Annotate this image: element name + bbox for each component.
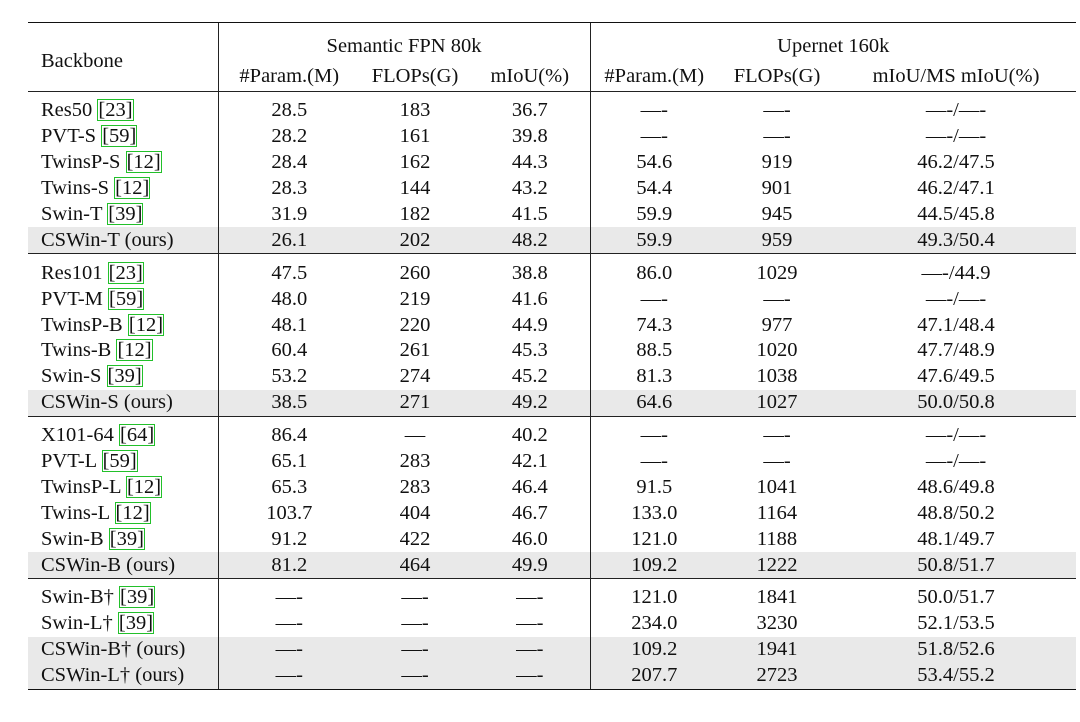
cell-flops-fpn: —- xyxy=(360,637,470,663)
cell-miou-fpn: 40.2 xyxy=(470,416,590,448)
table-row xyxy=(28,286,1076,312)
cell-flops-fpn: 261 xyxy=(399,339,431,362)
header-backbone: Backbone xyxy=(28,23,218,92)
backbone-name: CSWin-B (ours) xyxy=(41,553,176,576)
cell-flops-upernet: —- xyxy=(763,125,791,148)
cell-miou-fpn: 46.0 xyxy=(511,527,548,550)
table-row xyxy=(28,449,1076,475)
citation-number: 23 xyxy=(105,99,126,122)
backbone-cell xyxy=(28,338,218,364)
cell-miou-ms-upernet: 46.2/47.1 xyxy=(917,177,995,200)
backbone-cell xyxy=(28,663,218,689)
table-row xyxy=(28,202,1076,228)
backbone-name: TwinsP-B xyxy=(41,313,123,336)
cell-miou-fpn: 39.8 xyxy=(511,125,548,148)
citation-number: 12 xyxy=(133,475,155,498)
cell-param-fpn: 81.2 xyxy=(218,552,360,578)
cell-flops-upernet: 1027 xyxy=(718,390,836,416)
table-row xyxy=(28,124,1076,150)
citation-link[interactable]: [59] xyxy=(102,125,137,148)
backbone-name: PVT-L xyxy=(41,450,97,473)
table-row xyxy=(28,611,1076,637)
backbone-cell xyxy=(28,611,218,637)
cell-miou-fpn: 41.5 xyxy=(511,203,548,225)
cell-miou-ms-upernet: 47.6/49.5 xyxy=(917,365,995,388)
backbone-cell xyxy=(28,390,218,416)
cell-miou-fpn: 49.2 xyxy=(470,390,590,416)
citation-number: 39 xyxy=(114,365,135,388)
cell-flops-fpn: 202 xyxy=(360,227,470,253)
cell-miou-ms-upernet: 47.7/48.9 xyxy=(917,339,995,362)
citation-number: 12 xyxy=(133,151,154,174)
cell-miou-fpn: —- xyxy=(470,637,590,663)
cell-flops-fpn: 283 xyxy=(399,475,431,498)
citation-link[interactable]: [39] xyxy=(118,612,154,635)
citation-number: 12 xyxy=(122,177,143,200)
cell-param-upernet: 54.4 xyxy=(590,176,718,202)
table-row xyxy=(28,150,1076,176)
cell-flops-fpn: 144 xyxy=(399,177,431,200)
cell-miou-ms-upernet: 46.2/47.5 xyxy=(917,151,995,174)
citation-link[interactable]: [12] xyxy=(115,177,150,200)
backbone-name: Res101 xyxy=(41,261,103,284)
backbone-cell xyxy=(28,416,218,448)
backbone-name: Twins-S xyxy=(41,177,110,200)
cell-miou-ms-upernet: —-/—- xyxy=(836,92,1076,124)
cell-param-fpn: 47.5 xyxy=(218,254,360,286)
cell-param-upernet: 74.3 xyxy=(590,312,718,338)
cell-flops-fpn: 220 xyxy=(399,313,431,336)
citation-link[interactable]: [12] xyxy=(128,313,164,336)
cell-miou-fpn: 38.8 xyxy=(470,254,590,286)
citation-number: 23 xyxy=(115,261,136,284)
cell-flops-fpn: 464 xyxy=(360,552,470,578)
backbone-name: CSWin-S (ours) xyxy=(41,391,173,414)
citation-number: 39 xyxy=(125,612,147,635)
table-row xyxy=(28,500,1076,526)
citation-number: 39 xyxy=(116,527,138,550)
citation-number: 64 xyxy=(126,424,148,447)
backbone-cell xyxy=(28,449,218,475)
cell-miou-fpn: 44.3 xyxy=(511,151,548,174)
backbone-cell xyxy=(28,227,218,253)
citation-number: 12 xyxy=(124,339,145,362)
cell-param-upernet: —- xyxy=(590,124,718,150)
cell-miou-ms-upernet: 44.5/45.8 xyxy=(917,203,995,225)
cell-miou-ms-upernet: 53.4/55.2 xyxy=(836,663,1076,689)
cell-flops-fpn: 162 xyxy=(399,151,431,174)
cell-miou-fpn: 45.3 xyxy=(511,339,548,362)
cell-param-upernet: 54.6 xyxy=(590,150,718,176)
cell-param-fpn: 86.4 xyxy=(218,416,360,448)
header-col-miou-fpn: mIoU(%) xyxy=(490,64,570,87)
cell-param-fpn: 53.2 xyxy=(218,364,360,390)
citation-number: 12 xyxy=(122,501,143,524)
cell-miou-ms-upernet: 48.1/49.7 xyxy=(917,527,995,550)
cell-miou-fpn: —- xyxy=(470,663,590,689)
cell-miou-fpn: 49.9 xyxy=(470,552,590,578)
cell-miou-ms-upernet: 51.8/52.6 xyxy=(836,637,1076,663)
backbone-cell xyxy=(28,312,218,338)
cell-param-upernet: 207.7 xyxy=(590,663,718,689)
cell-param-upernet: 86.0 xyxy=(590,254,718,286)
citation-link[interactable]: [39] xyxy=(107,365,142,388)
cell-miou-ms-upernet: 52.1/53.5 xyxy=(917,612,995,635)
backbone-cell xyxy=(28,176,218,202)
citation-number: 59 xyxy=(109,450,130,473)
cell-param-upernet: 121.0 xyxy=(590,526,718,552)
cell-miou-ms-upernet: —-/—- xyxy=(925,450,987,473)
backbone-name: Twins-L xyxy=(41,501,110,524)
cell-miou-fpn: 46.4 xyxy=(511,475,548,498)
backbone-cell xyxy=(28,526,218,552)
cell-miou-fpn: 44.9 xyxy=(511,313,548,336)
citation-link[interactable]: [39] xyxy=(120,586,155,609)
cell-miou-fpn: 36.7 xyxy=(470,92,590,124)
backbone-name: CSWin-T (ours) xyxy=(41,228,174,251)
cell-miou-ms-upernet: 50.0/51.7 xyxy=(836,579,1076,611)
cell-param-fpn: 65.3 xyxy=(218,474,360,500)
header-row-groups xyxy=(28,23,1076,62)
backbone-cell xyxy=(28,364,218,390)
citation-link[interactable]: [12] xyxy=(126,151,161,174)
backbone-name: Swin-B† xyxy=(41,586,114,609)
table-row xyxy=(28,364,1076,390)
backbone-name: X101-64 xyxy=(41,424,114,447)
cell-param-fpn: 60.4 xyxy=(218,338,360,364)
cell-param-fpn: 28.5 xyxy=(218,92,360,124)
cell-miou-ms-upernet: 50.0/50.8 xyxy=(836,390,1076,416)
citation-link[interactable]: [23] xyxy=(108,261,143,284)
table-row xyxy=(28,254,1076,286)
cell-miou-fpn: 41.6 xyxy=(511,287,548,310)
cell-flops-upernet: —- xyxy=(718,92,836,124)
cell-flops-upernet: 1188 xyxy=(756,527,798,550)
cell-miou-fpn: —- xyxy=(516,612,544,635)
cell-param-upernet: 121.0 xyxy=(590,579,718,611)
cell-flops-fpn: 182 xyxy=(399,203,431,225)
backbone-cell xyxy=(28,474,218,500)
backbone-cell xyxy=(28,254,218,286)
table-row xyxy=(28,176,1076,202)
cell-param-upernet: 109.2 xyxy=(590,637,718,663)
backbone-name: TwinsP-S xyxy=(41,151,121,174)
citation-link[interactable]: [23] xyxy=(98,99,133,122)
table-row xyxy=(28,637,1076,663)
cell-param-fpn: 28.4 xyxy=(218,150,360,176)
backbone-name: TwinsP-L xyxy=(41,475,121,498)
citation-link[interactable]: [59] xyxy=(109,287,144,310)
cell-param-fpn: 38.5 xyxy=(218,390,360,416)
citation-link[interactable]: [39] xyxy=(109,527,144,550)
cell-flops-upernet: —- xyxy=(763,287,791,310)
cell-param-upernet: —- xyxy=(590,92,718,124)
citation-number: 39 xyxy=(126,586,148,609)
backbone-cell xyxy=(28,579,218,611)
cell-flops-fpn: 271 xyxy=(360,390,470,416)
cell-flops-upernet: 2723 xyxy=(718,663,836,689)
cell-param-upernet: —- xyxy=(590,449,718,475)
cell-flops-fpn: 274 xyxy=(399,365,431,388)
backbone-name: PVT-S xyxy=(41,125,97,148)
backbone-cell xyxy=(28,637,218,663)
citation-number: 59 xyxy=(115,287,137,310)
backbone-cell xyxy=(28,286,218,312)
header-col-miou-ms-upernet: mIoU/MS mIoU(%) xyxy=(872,64,1040,87)
table-row xyxy=(28,390,1076,416)
cell-flops-upernet: 1222 xyxy=(718,552,836,578)
cell-miou-ms-upernet: —-/—- xyxy=(925,125,987,148)
cell-param-upernet: 88.5 xyxy=(590,338,718,364)
cell-flops-upernet: 945 xyxy=(761,203,793,225)
cell-param-fpn: —- xyxy=(218,611,360,637)
cell-miou-fpn: 48.2 xyxy=(470,227,590,253)
cell-miou-ms-upernet: 50.8/51.7 xyxy=(836,552,1076,578)
cell-flops-upernet: 1041 xyxy=(756,475,798,498)
header-col-param-fpn: #Param.(M) xyxy=(218,61,360,92)
backbone-cell xyxy=(28,124,218,150)
backbone-name: Swin-L† xyxy=(41,612,113,635)
results-table xyxy=(28,22,1076,690)
table-row xyxy=(28,338,1076,364)
cell-flops-fpn: —- xyxy=(360,579,470,611)
cell-param-fpn: 28.3 xyxy=(218,176,360,202)
cell-flops-upernet: 1038 xyxy=(756,365,798,388)
cell-param-upernet: 234.0 xyxy=(590,611,718,637)
cell-param-fpn: 65.1 xyxy=(218,449,360,475)
cell-flops-upernet: 919 xyxy=(761,151,793,174)
cell-param-upernet: 81.3 xyxy=(590,364,718,390)
table-row xyxy=(28,312,1076,338)
backbone-cell xyxy=(28,92,218,124)
cell-flops-upernet: 1941 xyxy=(718,637,836,663)
header-upernet: Upernet 160k xyxy=(590,23,1076,62)
cell-flops-upernet: —- xyxy=(763,450,791,473)
cell-param-fpn: 91.2 xyxy=(218,526,360,552)
cell-flops-fpn: 183 xyxy=(360,92,470,124)
citation-link[interactable]: [64] xyxy=(120,424,155,447)
backbone-cell xyxy=(28,150,218,176)
backbone-name: Swin-B xyxy=(41,527,104,550)
cell-param-fpn: 28.2 xyxy=(218,124,360,150)
cell-flops-upernet: 901 xyxy=(761,177,793,200)
header-semantic-fpn: Semantic FPN 80k xyxy=(218,23,590,62)
cell-flops-upernet: 1841 xyxy=(718,579,836,611)
table-row xyxy=(28,552,1076,578)
cell-flops-upernet: 1029 xyxy=(718,254,836,286)
cell-param-fpn: 26.1 xyxy=(218,227,360,253)
citation-link[interactable]: [59] xyxy=(102,450,137,473)
cell-miou-ms-upernet: 49.3/50.4 xyxy=(836,227,1076,253)
header-col-param-upernet: #Param.(M) xyxy=(590,61,718,92)
cell-miou-ms-upernet: —-/—- xyxy=(836,416,1076,448)
cell-flops-fpn: — xyxy=(360,416,470,448)
backbone-cell xyxy=(28,202,218,228)
table-row xyxy=(28,416,1076,448)
citation-number: 59 xyxy=(109,125,130,148)
cell-miou-fpn: 42.1 xyxy=(511,450,548,473)
cell-param-fpn: —- xyxy=(218,663,360,689)
cell-flops-upernet: 1164 xyxy=(756,501,798,524)
citation-link[interactable]: [12] xyxy=(126,475,162,498)
header-col-flops-upernet: FLOPs(G) xyxy=(733,64,821,87)
header-col-flops-fpn: FLOPs(G) xyxy=(371,64,459,87)
backbone-name: CSWin-L† (ours) xyxy=(41,664,185,687)
cell-param-upernet: 59.9 xyxy=(590,227,718,253)
cell-miou-fpn: 45.2 xyxy=(511,365,548,388)
citation-link[interactable]: [12] xyxy=(115,501,150,524)
cell-miou-ms-upernet: 48.6/49.8 xyxy=(917,475,995,498)
cell-miou-ms-upernet: —-/—- xyxy=(925,287,987,310)
cell-flops-upernet: 1020 xyxy=(756,339,798,362)
table-row xyxy=(28,474,1076,500)
table-row xyxy=(28,526,1076,552)
backbone-name: CSWin-B† (ours) xyxy=(41,638,186,661)
table-row xyxy=(28,579,1076,611)
cell-flops-fpn: 422 xyxy=(399,527,431,550)
cell-miou-fpn: 43.2 xyxy=(511,177,548,200)
cell-miou-ms-upernet: 47.1/48.4 xyxy=(917,313,995,336)
backbone-cell xyxy=(28,552,218,578)
table-row xyxy=(28,92,1076,124)
cell-flops-fpn: 260 xyxy=(360,254,470,286)
cell-miou-ms-upernet: 48.8/50.2 xyxy=(917,501,995,524)
cell-flops-upernet: 3230 xyxy=(756,612,798,635)
cell-flops-fpn: —- xyxy=(401,612,429,635)
cell-param-upernet: —- xyxy=(590,286,718,312)
backbone-name: Res50 xyxy=(41,99,93,122)
cell-flops-fpn: 161 xyxy=(399,125,431,148)
table-row xyxy=(28,663,1076,689)
backbone-name: PVT-M xyxy=(41,287,103,310)
cell-param-fpn: 48.0 xyxy=(218,286,360,312)
cell-flops-fpn: 283 xyxy=(399,450,431,473)
cell-param-upernet: 64.6 xyxy=(590,390,718,416)
backbone-name: Twins-B xyxy=(41,339,112,362)
cell-param-upernet: —- xyxy=(590,416,718,448)
cell-param-upernet: 59.9 xyxy=(590,202,718,228)
cell-flops-fpn: 219 xyxy=(399,287,431,310)
cell-miou-fpn: —- xyxy=(470,579,590,611)
citation-number: 12 xyxy=(135,313,157,336)
cell-param-fpn: 48.1 xyxy=(218,312,360,338)
cell-param-upernet: 133.0 xyxy=(590,500,718,526)
citation-link[interactable]: [39] xyxy=(108,203,143,225)
backbone-cell xyxy=(28,500,218,526)
cell-param-fpn: —- xyxy=(218,637,360,663)
citation-link[interactable]: [12] xyxy=(117,339,152,362)
cell-param-fpn: 103.7 xyxy=(218,500,360,526)
table-row xyxy=(28,227,1076,253)
cell-param-fpn: 31.9 xyxy=(218,202,360,228)
cell-param-upernet: 109.2 xyxy=(590,552,718,578)
backbone-name: Swin-T xyxy=(41,203,103,225)
cell-miou-fpn: 46.7 xyxy=(511,501,548,524)
cell-flops-upernet: 977 xyxy=(761,313,793,336)
cell-param-upernet: 91.5 xyxy=(590,474,718,500)
cell-flops-upernet: —- xyxy=(718,416,836,448)
cell-miou-ms-upernet: —-/44.9 xyxy=(836,254,1076,286)
backbone-name: Swin-S xyxy=(41,365,102,388)
cell-flops-fpn: 404 xyxy=(399,501,431,524)
cell-param-fpn: —- xyxy=(218,579,360,611)
cell-flops-fpn: —- xyxy=(360,663,470,689)
citation-number: 39 xyxy=(115,203,136,225)
cell-flops-upernet: 959 xyxy=(718,227,836,253)
